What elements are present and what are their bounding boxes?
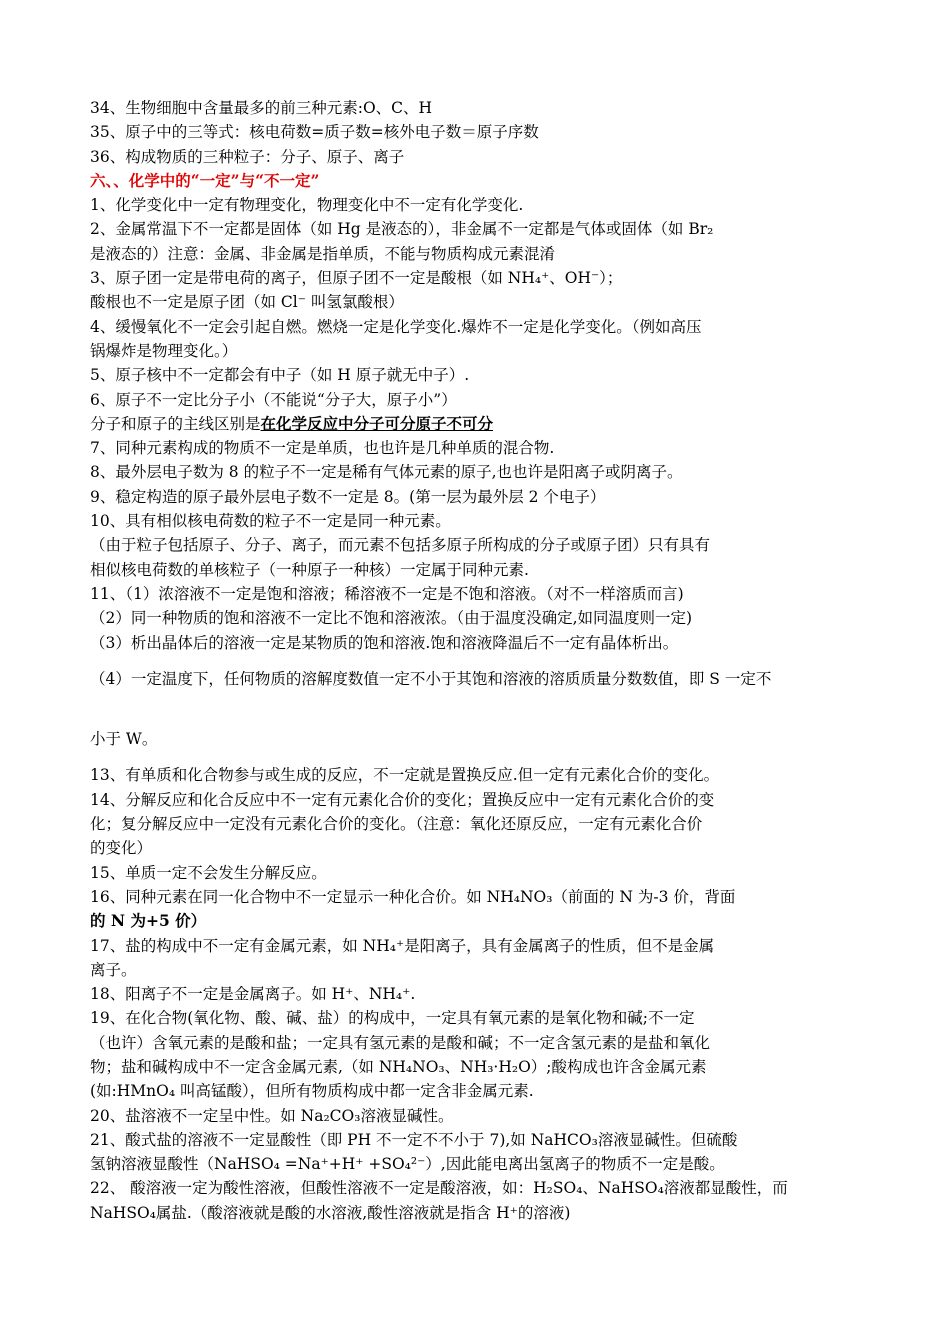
item-5: 5、原子核中不一定都会有中子（如 H 原子就无中子）.	[90, 366, 470, 385]
item-22: 22、 酸溶液一定为酸性溶液，但酸性溶液不一定是酸溶液，如：H₂SO₄、NaHSO₄溶液都显酸性，而	[90, 1179, 788, 1198]
item-14-cont: 化；复分解反应中一定没有元素化合价的变化。（注意：氧化还原反应，一定有元素化合价	[90, 815, 703, 834]
item-21: 21、酸式盐的溶液不一定显酸性（即 PH 不一定不不小于 7),如 NaHCO₃溶液显碱性。但硫酸	[90, 1130, 738, 1149]
item-11-3: （3）析出晶体后的溶液一定是某物质的饱和溶液.饱和溶液降温后不一定有晶体析出。	[90, 633, 679, 652]
item-22-cont: NaHSO₄属盐.（酸溶液就是酸的水溶液,酸性溶液就是指含 H⁺的溶液)	[90, 1203, 571, 1222]
item-4: 4、缓慢氧化不一定会引起自燃。燃烧一定是化学变化.爆炸不一定是化学变化。（例如高压	[90, 317, 702, 336]
item-19: 19、在化合物(氧化物、酸、碱、盐）的构成中，一定具有氧元素的是氧化物和碱;不一定	[90, 1009, 695, 1028]
item-2: 2、金属常温下不一定都是固体（如 Hg 是液态的），非金属不一定都是气体或固体（如 Br₂	[90, 220, 714, 239]
section-heading: 六、、化学中的“一定”与“不一定”	[90, 170, 320, 190]
item-20: 20、盐溶液不一定呈中性。如 Na₂CO₃溶液显碱性。	[90, 1106, 454, 1125]
item-3: 3、原子团一定是带电荷的离子，但原子团不一定是酸根（如 NH₄⁺、OH⁻）；	[90, 269, 623, 288]
line-36: 36、构成物质的三种粒子：分子、原子、离子	[90, 147, 405, 166]
item-14-cont2: 的变化）	[90, 839, 153, 858]
item-14: 14、分解反应和化合反应中不一定有元素化合价的变化；置换反应中一定有元素化合价的变	[90, 790, 715, 809]
note-emphasis: 在化学反应中分子可分原子不可分	[260, 413, 494, 433]
item-7: 7、同种元素构成的物质不一定是单质，也也许是几种单质的混合物.	[90, 439, 555, 458]
item-16: 16、同种元素在同一化合物中不一定显示一种化合价。如 NH₄NO₃（前面的 N 为-3 价，背面	[90, 887, 736, 906]
item-11-4-cont: 小于 W。	[90, 730, 158, 749]
item-6-note	[90, 412, 866, 436]
item-13: 13、有单质和化合物参与或生成的反应，不一定就是置换反应.但一定有元素化合价的变化。	[90, 766, 720, 785]
item-4-cont: 锅爆炸是物理变化。）	[90, 341, 238, 360]
item-10: 10、具有相似核电荷数的粒子不一定是同一种元素。	[90, 512, 451, 531]
line-35: 35、原子中的三等式：核电荷数=质子数=核外电子数＝原子序数	[90, 123, 539, 142]
line-34: 34、生物细胞中含量最多的前三种元素:O、C、H	[90, 99, 433, 117]
note-label: 分子和原子的主线区别是	[90, 414, 261, 433]
item-10-cont2: 相似核电荷数的单核粒子（一种原子一种核）一定属于同种元素.	[90, 560, 529, 579]
item-10-cont: （由于粒子包括原子、分子、离子，而元素不包括多原子所构成的分子或原子团）只有具有	[90, 536, 711, 555]
item-17-cont: 离子。	[90, 960, 137, 979]
item-16-cont: 的 N 为+5 价）	[90, 911, 207, 931]
item-11-2: （2）同一种物质的饱和溶液不一定比不饱和溶液浓。（由于温度没确定,如同温度则一定)	[90, 609, 693, 628]
item-21-cont: 氢钠溶液显酸性（NaHSO₄ =Na⁺+H⁺ +SO₄²⁻）,因此能电离出氢离子的物质不一定是酸。	[90, 1155, 725, 1174]
item-19-cont3: (如:HMnO₄ 叫高锰酸），但所有物质构成中都一定含非金属元素.	[90, 1082, 534, 1101]
document-body	[90, 96, 866, 1225]
item-11-1: 11、（1）浓溶液不一定是饱和溶液；稀溶液不一定是不饱和溶液。（对不一样溶质而言)	[90, 584, 684, 603]
item-3-cont: 酸根也不一定是原子团（如 Cl⁻ 叫氢氯酸根）	[90, 293, 404, 312]
item-9: 9、稳定构造的原子最外层电子数不一定是 8。(第一层为最外层 2 个电子）	[90, 487, 606, 506]
item-19-cont2: 物；盐和碱构成中不一定含金属元素,（如 NH₄NO₃、NH₃·H₂O）;酸构成也许含金属元素	[90, 1057, 707, 1076]
item-6: 6、原子不一定比分子小（不能说“分子大，原子小”）	[90, 390, 457, 409]
item-17: 17、盐的构成中不一定有金属元素，如 NH₄⁺是阳离子，具有金属离子的性质，但不是金属	[90, 936, 715, 955]
item-1: 1、化学变化中一定有物理变化，物理变化中不一定有化学变化.	[90, 196, 524, 215]
item-15: 15、单质一定不会发生分解反应。	[90, 863, 327, 882]
item-2-cont: 是液态的）注意：金属、非金属是指单质，不能与物质构成元素混淆	[90, 244, 556, 263]
item-11-4: （4）一定温度下，任何物质的溶解度数值一定不小于其饱和溶液的溶质质量分数数值，即 S 一定不	[90, 669, 772, 688]
item-18: 18、阳离子不一定是金属离子。如 H⁺、NH₄⁺.	[90, 985, 416, 1004]
item-19-cont: （也许）含氧元素的是酸和盐；一定具有氢元素的是酸和碱；不一定含氢元素的是盐和氧化	[90, 1033, 711, 1052]
item-8: 8、最外层电子数为 8 的粒子不一定是稀有气体元素的原子,也也许是阳离子或阴离子。	[90, 463, 683, 482]
